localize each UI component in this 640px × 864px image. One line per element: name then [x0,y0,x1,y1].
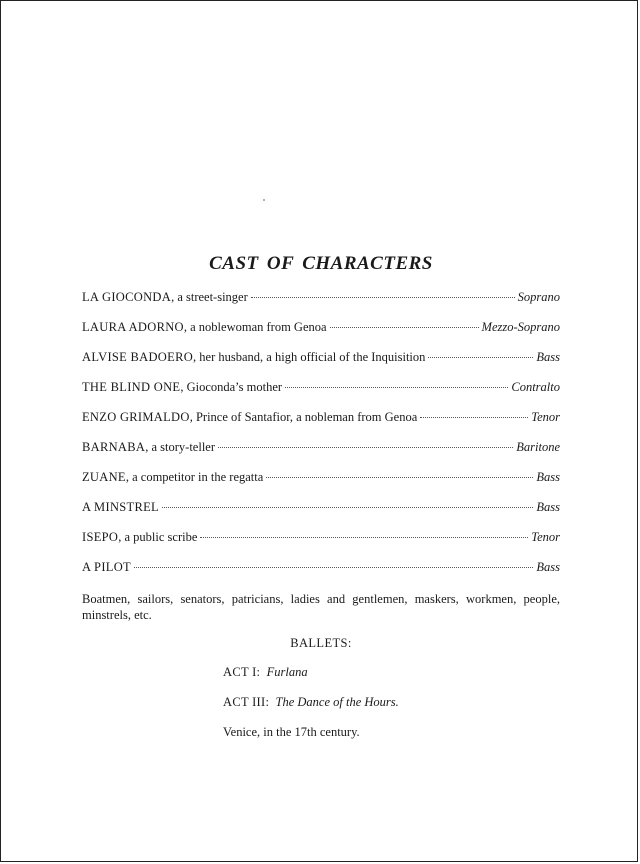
character-name: ZUANE [82,470,126,484]
character-name: A MINSTREL [82,500,159,514]
character-name: ISEPO [82,530,119,544]
setting-line: Venice, in the 17th century. [223,725,360,739]
character-description: , a noblewoman from Genoa [183,320,327,334]
voice-type: Mezzo-Soprano [481,320,560,334]
cast-row [82,380,560,410]
cast-row [82,350,560,380]
voice-type: Baritone [516,440,560,454]
ballet-item [223,665,308,680]
dot-leader [285,387,508,388]
voice-type: Tenor [531,410,560,424]
character-name: THE BLIND ONE [82,380,181,394]
dot-leader [134,567,533,568]
dot-leader [330,327,479,328]
cast-row [82,320,560,350]
cast-list [82,290,560,590]
ballet-title: Furlana [266,665,308,679]
voice-type: Bass [536,560,560,574]
voice-type: Bass [536,350,560,364]
character-description: , her husband, a high official of the Inquisition [193,350,426,364]
voice-type: Soprano [517,290,560,304]
character-description: , Gioconda’s mother [180,380,283,394]
dot-leader [200,537,528,538]
cast-row [82,560,560,590]
chorus-description: Boatmen, sailors, senators, patricians, ladies and gentlemen, maskers, workmen, people, minstrels, etc. [82,592,560,622]
dot-leader [162,507,533,508]
character-description: , a competitor in the regatta [125,470,264,484]
character-description: , a street-singer [171,290,248,304]
character-description: , a public scribe [118,530,198,544]
dot-leader [251,297,515,298]
act-label: ACT I: [223,665,261,679]
cast-row [82,290,560,320]
dot-leader [266,477,533,478]
voice-type: Contralto [511,380,560,394]
page-speck [263,199,265,201]
act-label: ACT III: [223,695,270,709]
voice-type: Tenor [531,530,560,544]
dot-leader [218,447,513,448]
cast-row [82,500,560,530]
character-description: , a story-teller [145,440,215,454]
voice-type: Bass [536,500,560,514]
character-name: BARNABA [82,440,146,454]
character-name: ALVISE BADOERO [82,350,194,364]
voice-type: Bass [536,470,560,484]
character-name: A PILOT [82,560,131,574]
cast-row [82,470,560,500]
cast-row [82,440,560,470]
dot-leader [420,417,528,418]
ballets-heading: BALLETS: [290,636,352,650]
character-name: ENZO GRIMALDO [82,410,190,424]
character-description: , Prince of Santafior, a nobleman from Genoa [189,410,418,424]
ballet-item [223,695,399,710]
character-name: LA GIOCONDA [82,290,172,304]
page-title: CAST OF CHARACTERS [209,253,433,274]
dot-leader [428,357,533,358]
cast-row [82,410,560,440]
ballet-title: The Dance of the Hours. [275,695,399,709]
character-name: LAURA ADORNO [82,320,184,334]
cast-row [82,530,560,560]
